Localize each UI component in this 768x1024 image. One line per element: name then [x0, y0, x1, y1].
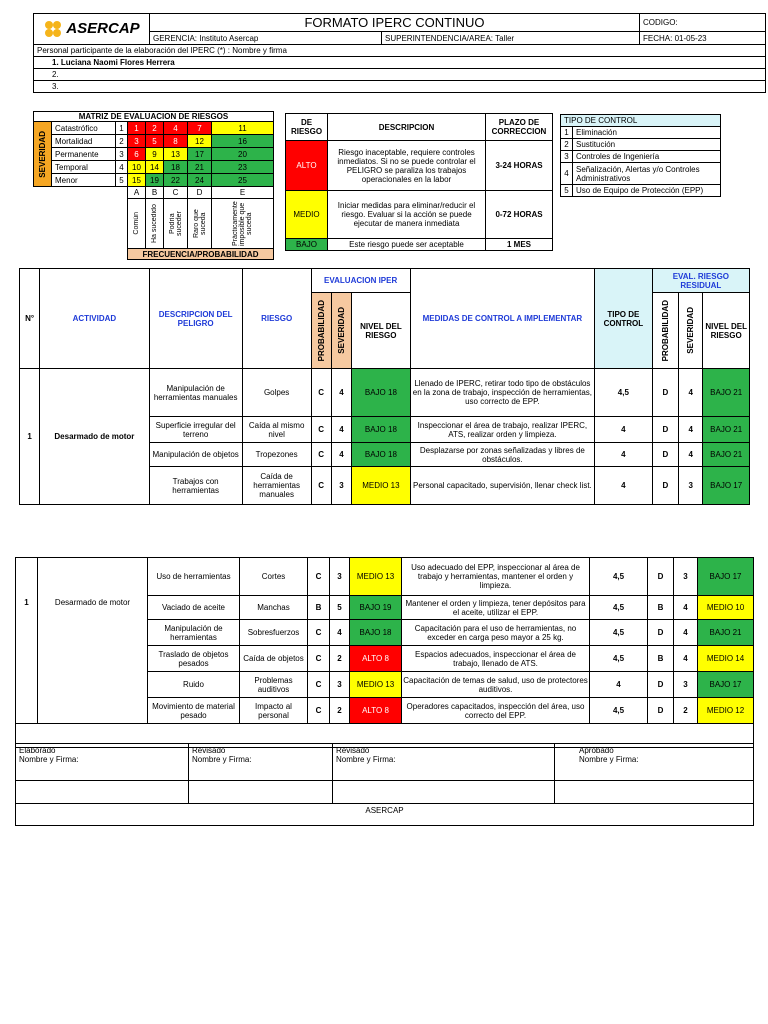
cell-peligro: Vaciado de aceite	[148, 596, 240, 620]
control-num: 4	[561, 163, 573, 185]
cell-rp: B	[648, 596, 674, 620]
cell-medidas: Personal capacitado, supervisión, llenar check list.	[410, 467, 594, 505]
cell-nivel: MEDIO 13	[352, 467, 411, 505]
cell-s: 3	[330, 672, 350, 698]
col-rnivel: NIVEL DEL RIESGO	[703, 293, 750, 369]
cell-rs: 4	[679, 369, 703, 417]
control-label: Uso de Equipo de Protección (EPP)	[573, 185, 721, 197]
nombre-firma-label: Nombre y Firma:	[336, 755, 396, 764]
control-num: 5	[561, 185, 573, 197]
severidad-label: SEVERIDAD	[34, 122, 52, 187]
fecha-field: FECHA: 01-05-23	[640, 32, 766, 45]
cell-rn: BAJO 21	[698, 620, 754, 646]
cell-tipo: 4	[590, 672, 648, 698]
col-actividad: ACTIVIDAD	[40, 269, 149, 369]
cell-rp: D	[652, 417, 678, 443]
matrix-cell: 17	[188, 148, 212, 161]
signatures-table	[15, 743, 754, 826]
cell-s: 4	[331, 417, 351, 443]
cell-tipo: 4,5	[590, 698, 648, 724]
control-label: Controles de Ingeniería	[573, 151, 721, 163]
col-peligro: DESCRIPCION DEL PELIGRO	[149, 269, 242, 369]
cell-rs: 4	[674, 596, 698, 620]
cell-nivel: BAJO 18	[352, 443, 411, 467]
row-n: 1	[20, 369, 40, 505]
cell-rp: D	[652, 369, 678, 417]
cell-riesgo: Tropezones	[242, 443, 311, 467]
matrix-cell: 25	[212, 174, 274, 187]
cell-rs: 4	[674, 620, 698, 646]
cell-peligro: Trabajos con herramientas	[149, 467, 242, 505]
cell-medidas: Capacitación de temas de salud, uso de protectores auditivos.	[402, 672, 590, 698]
cell-p: C	[311, 443, 331, 467]
cell-rs: 2	[674, 698, 698, 724]
col-medidas: MEDIDAS DE CONTROL A IMPLEMENTAR	[410, 269, 594, 369]
cell-tipo: 4,5	[590, 646, 648, 672]
cell-rp: D	[648, 620, 674, 646]
sev-label-5: Menor	[52, 174, 116, 187]
participant-1: 1. Luciana Naomi Flores Herrera	[34, 57, 766, 69]
cell-tipo: 4	[595, 467, 653, 505]
superintendencia-field: SUPERINTENDENCIA/AREA: Taller	[382, 32, 640, 45]
matrix-cell: 21	[188, 161, 212, 174]
cell-rs: 3	[674, 672, 698, 698]
cell-rn: MEDIO 12	[698, 698, 754, 724]
cell-nivel: BAJO 18	[352, 417, 411, 443]
cell-tipo: 4	[595, 417, 653, 443]
col-sev: SEVERIDAD	[331, 293, 351, 369]
elaborado-cell	[16, 744, 189, 781]
cell-p: C	[308, 620, 330, 646]
col-prob: PROBABILIDAD	[311, 293, 331, 369]
cell-medidas: Espacios adecuados, inspeccionar el área de trabajo, llenado de ATS.	[402, 646, 590, 672]
matrix-cell: 18	[164, 161, 188, 174]
cell-riesgo: Caída al mismo nivel	[242, 417, 311, 443]
matrix-cell: 11	[212, 122, 274, 135]
cell-p: C	[308, 646, 330, 672]
cell-rp: D	[648, 672, 674, 698]
matrix-cell: 9	[146, 148, 164, 161]
matrix-cell: 12	[188, 135, 212, 148]
cell-tipo: 4,5	[590, 558, 648, 596]
cell-nivel: MEDIO 13	[350, 558, 402, 596]
control-label: Señalización, Alertas y/o Controles Administrativos	[573, 163, 721, 185]
cell-peligro: Superficie irregular del terreno	[149, 417, 242, 443]
matrix-cell: 7	[188, 122, 212, 135]
cell-rs: 4	[679, 443, 703, 467]
freq-letter: A	[128, 187, 146, 199]
cell-medidas: Mantener el orden y limpieza, tener depósitos para el aceite, utilizar el EPP.	[402, 596, 590, 620]
col-rsev: SEVERIDAD	[679, 293, 703, 369]
control-num: 1	[561, 127, 573, 139]
revisado-label: Revisado	[192, 746, 226, 755]
cell-p: C	[308, 698, 330, 724]
cell-peligro: Manipulación de herramientas manuales	[149, 369, 242, 417]
cell-tipo: 4,5	[595, 369, 653, 417]
personal-label: Personal participante de la elaboración del IPERC (*) : Nombre y firma	[34, 45, 766, 57]
col-n: N°	[20, 269, 40, 369]
nombre-firma-label: Nombre y Firma:	[19, 755, 79, 764]
iperc-second-table	[15, 557, 754, 748]
level-plazo: 1 MES	[486, 239, 553, 251]
cell-medidas: Operadores capacitados, inspección del área, uso correcto del EPP.	[402, 698, 590, 724]
levels-header-2: DESCRIPCION	[328, 114, 486, 141]
cell-s: 3	[331, 467, 351, 505]
sev-num-4: 4	[116, 161, 128, 174]
cell-rn: BAJO 21	[703, 369, 750, 417]
cell-riesgo: Manchas	[240, 596, 308, 620]
signature-space	[555, 781, 754, 804]
control-label: Eliminación	[573, 127, 721, 139]
cell-riesgo: Caída de herramientas manuales	[242, 467, 311, 505]
cell-medidas: Desplazarse por zonas señalizadas y libres de obstáculos.	[410, 443, 594, 467]
control-label: Sustitución	[573, 139, 721, 151]
sev-num-5: 5	[116, 174, 128, 187]
col-residual: EVAL. RIESGO RESIDUAL	[652, 269, 749, 293]
matrix-cell: 14	[146, 161, 164, 174]
level-bajo: BAJO	[286, 239, 328, 251]
cell-riesgo: Impacto al personal	[240, 698, 308, 724]
row-actividad: Desarmado de motor	[38, 558, 148, 724]
cell-nivel: ALTO 8	[350, 646, 402, 672]
nombre-firma-label: Nombre y Firma:	[579, 755, 639, 764]
freq-desc: Raro que suceda	[188, 199, 212, 249]
row-actividad: Desarmado de motor	[40, 369, 149, 505]
freq-footer: FRECUENCIA/PROBABILIDAD	[128, 249, 274, 260]
signature-space	[189, 781, 333, 804]
cell-rn: BAJO 17	[698, 672, 754, 698]
cell-riesgo: Caída de objetos	[240, 646, 308, 672]
matrix-cell: 8	[164, 135, 188, 148]
cell-p: C	[311, 467, 331, 505]
cell-rn: BAJO 17	[703, 467, 750, 505]
risk-matrix	[33, 111, 274, 260]
sev-num-2: 2	[116, 135, 128, 148]
levels-header-1: DE RIESGO	[286, 114, 328, 141]
freq-letter: D	[188, 187, 212, 199]
cell-rs: 4	[679, 417, 703, 443]
sev-num-1: 1	[116, 122, 128, 135]
cell-rn: BAJO 21	[703, 417, 750, 443]
level-plazo: 0-72 HORAS	[486, 191, 553, 239]
cell-rp: D	[652, 467, 678, 505]
sev-label-2: Mortalidad	[52, 135, 116, 148]
matrix-cell: 4	[164, 122, 188, 135]
level-desc: Iniciar medidas para eliminar/reducir el riesgo. Evaluar si la acción se puede ejecutar de manera inmediata	[328, 191, 486, 239]
row-n: 1	[16, 558, 38, 724]
codigo-field: CODIGO:	[640, 14, 766, 32]
control-type-title: TIPO DE CONTROL	[561, 115, 721, 127]
revisado-label: Revisado	[336, 746, 370, 755]
matrix-cell: 24	[188, 174, 212, 187]
cell-p: C	[311, 369, 331, 417]
gerencia-field: GERENCIA: Instituto Asercap	[150, 32, 382, 45]
matrix-cell: 10	[128, 161, 146, 174]
header-table	[33, 13, 766, 93]
level-plazo: 3-24 HORAS	[486, 141, 553, 191]
matrix-cell: 13	[164, 148, 188, 161]
freq-desc: Podría suceder	[164, 199, 188, 249]
signature-space	[333, 781, 555, 804]
matrix-cell: 5	[146, 135, 164, 148]
risk-levels-table	[285, 113, 553, 251]
cell-rs: 3	[679, 467, 703, 505]
participant-3: 3.	[34, 81, 766, 93]
cell-rp: D	[652, 443, 678, 467]
matrix-cell: 6	[128, 148, 146, 161]
footer-text: ASERCAP	[16, 804, 754, 826]
levels-header-3: PLAZO DE CORRECCION	[486, 114, 553, 141]
cell-peligro: Manipulación de objetos	[149, 443, 242, 467]
level-medio: MEDIO	[286, 191, 328, 239]
sev-label-4: Temporal	[52, 161, 116, 174]
cell-peligro: Uso de herramientas	[148, 558, 240, 596]
cell-s: 4	[330, 620, 350, 646]
cell-peligro: Traslado de objetos pesados	[148, 646, 240, 672]
cell-tipo: 4,5	[590, 596, 648, 620]
cell-s: 5	[330, 596, 350, 620]
nombre-firma-label: Nombre y Firma:	[192, 755, 252, 764]
sev-label-1: Catastrófico	[52, 122, 116, 135]
col-eval: EVALUACION IPER	[311, 269, 410, 293]
matrix-cell: 22	[164, 174, 188, 187]
control-num: 2	[561, 139, 573, 151]
freq-letter: B	[146, 187, 164, 199]
cell-nivel: BAJO 19	[350, 596, 402, 620]
cell-s: 4	[331, 443, 351, 467]
cell-p: C	[308, 672, 330, 698]
cell-rn: MEDIO 10	[698, 596, 754, 620]
cell-medidas: Capacitación para el uso de herramientas, no exceder en carga peso mayor a 25 kg.	[402, 620, 590, 646]
control-type-table	[560, 114, 721, 197]
matrix-cell: 15	[128, 174, 146, 187]
matrix-cell: 3	[128, 135, 146, 148]
participant-2: 2.	[34, 69, 766, 81]
cell-s: 2	[330, 698, 350, 724]
cell-nivel: BAJO 18	[352, 369, 411, 417]
col-tipo: TIPO DE CONTROL	[595, 269, 653, 369]
cell-rp: D	[648, 698, 674, 724]
cell-medidas: Inspeccionar el área de trabajo, realizar IPERC, ATS, realizar orden y limpieza.	[410, 417, 594, 443]
logo-text: ASERCAP	[66, 20, 140, 37]
cell-p: C	[311, 417, 331, 443]
freq-desc: Ha sucedido	[146, 199, 164, 249]
sev-num-3: 3	[116, 148, 128, 161]
cell-medidas: Uso adecuado del EPP, inspeccionar al área de trabajo y herramientas, mantener el orden y limpieza.	[402, 558, 590, 596]
cell-tipo: 4	[595, 443, 653, 467]
cell-medidas: Llenado de IPERC, retirar todo tipo de obstáculos en la zona de trabajo, inspección de herramientas, uso correcto de EPP.	[410, 369, 594, 417]
cell-peligro: Ruido	[148, 672, 240, 698]
level-alto: ALTO	[286, 141, 328, 191]
level-desc: Riesgo inaceptable, requiere controles inmediatos. Si no se puede controlar el PELIGRO se paraliza los trabajos operacionales en la labor	[328, 141, 486, 191]
cell-rp: D	[648, 558, 674, 596]
cell-s: 4	[331, 369, 351, 417]
matrix-cell: 20	[212, 148, 274, 161]
revisado2-cell	[333, 744, 555, 781]
control-num: 3	[561, 151, 573, 163]
sev-label-3: Permanente	[52, 148, 116, 161]
cell-rs: 4	[674, 646, 698, 672]
cell-peligro: Manipulación de herramientas	[148, 620, 240, 646]
cell-riesgo: Problemas auditivos	[240, 672, 308, 698]
cell-tipo: 4,5	[590, 620, 648, 646]
cell-rn: BAJO 17	[698, 558, 754, 596]
cell-rn: MEDIO 14	[698, 646, 754, 672]
cell-rs: 3	[674, 558, 698, 596]
level-desc: Este riesgo puede ser aceptable	[328, 239, 486, 251]
aprobado-cell	[555, 744, 754, 781]
cell-s: 2	[330, 646, 350, 672]
freq-desc: Prácticamente imposible que suceda	[212, 199, 274, 249]
cell-p: C	[308, 558, 330, 596]
logo	[34, 14, 150, 45]
revisado1-cell	[189, 744, 333, 781]
cell-rn: BAJO 21	[703, 443, 750, 467]
asercap-logo-icon	[43, 19, 63, 39]
iperc-main-table	[19, 268, 750, 505]
cell-nivel: BAJO 18	[350, 620, 402, 646]
col-rprob: PROBABILIDAD	[652, 293, 678, 369]
cell-riesgo: Golpes	[242, 369, 311, 417]
freq-letter: C	[164, 187, 188, 199]
cell-riesgo: Cortes	[240, 558, 308, 596]
cell-s: 3	[330, 558, 350, 596]
elaborado-label: Elaborado	[19, 746, 56, 755]
cell-p: B	[308, 596, 330, 620]
col-nivel: NIVEL DEL RIESGO	[352, 293, 411, 369]
matrix-cell: 1	[128, 122, 146, 135]
cell-nivel: ALTO 8	[350, 698, 402, 724]
freq-letter: E	[212, 187, 274, 199]
matrix-cell: 16	[212, 135, 274, 148]
freq-desc: Común	[128, 199, 146, 249]
cell-peligro: Movimiento de material pesado	[148, 698, 240, 724]
document-title: FORMATO IPERC CONTINUO	[150, 14, 640, 32]
cell-nivel: MEDIO 13	[350, 672, 402, 698]
matrix-cell: 23	[212, 161, 274, 174]
cell-riesgo: Sobresfuerzos	[240, 620, 308, 646]
matrix-cell: 19	[146, 174, 164, 187]
matrix-title: MATRIZ DE EVALUACION DE RIESGOS	[34, 112, 274, 122]
signature-space	[16, 781, 189, 804]
aprobado-label: Aprobado	[579, 746, 614, 755]
matrix-cell: 2	[146, 122, 164, 135]
col-riesgo: RIESGO	[242, 269, 311, 369]
cell-rp: B	[648, 646, 674, 672]
